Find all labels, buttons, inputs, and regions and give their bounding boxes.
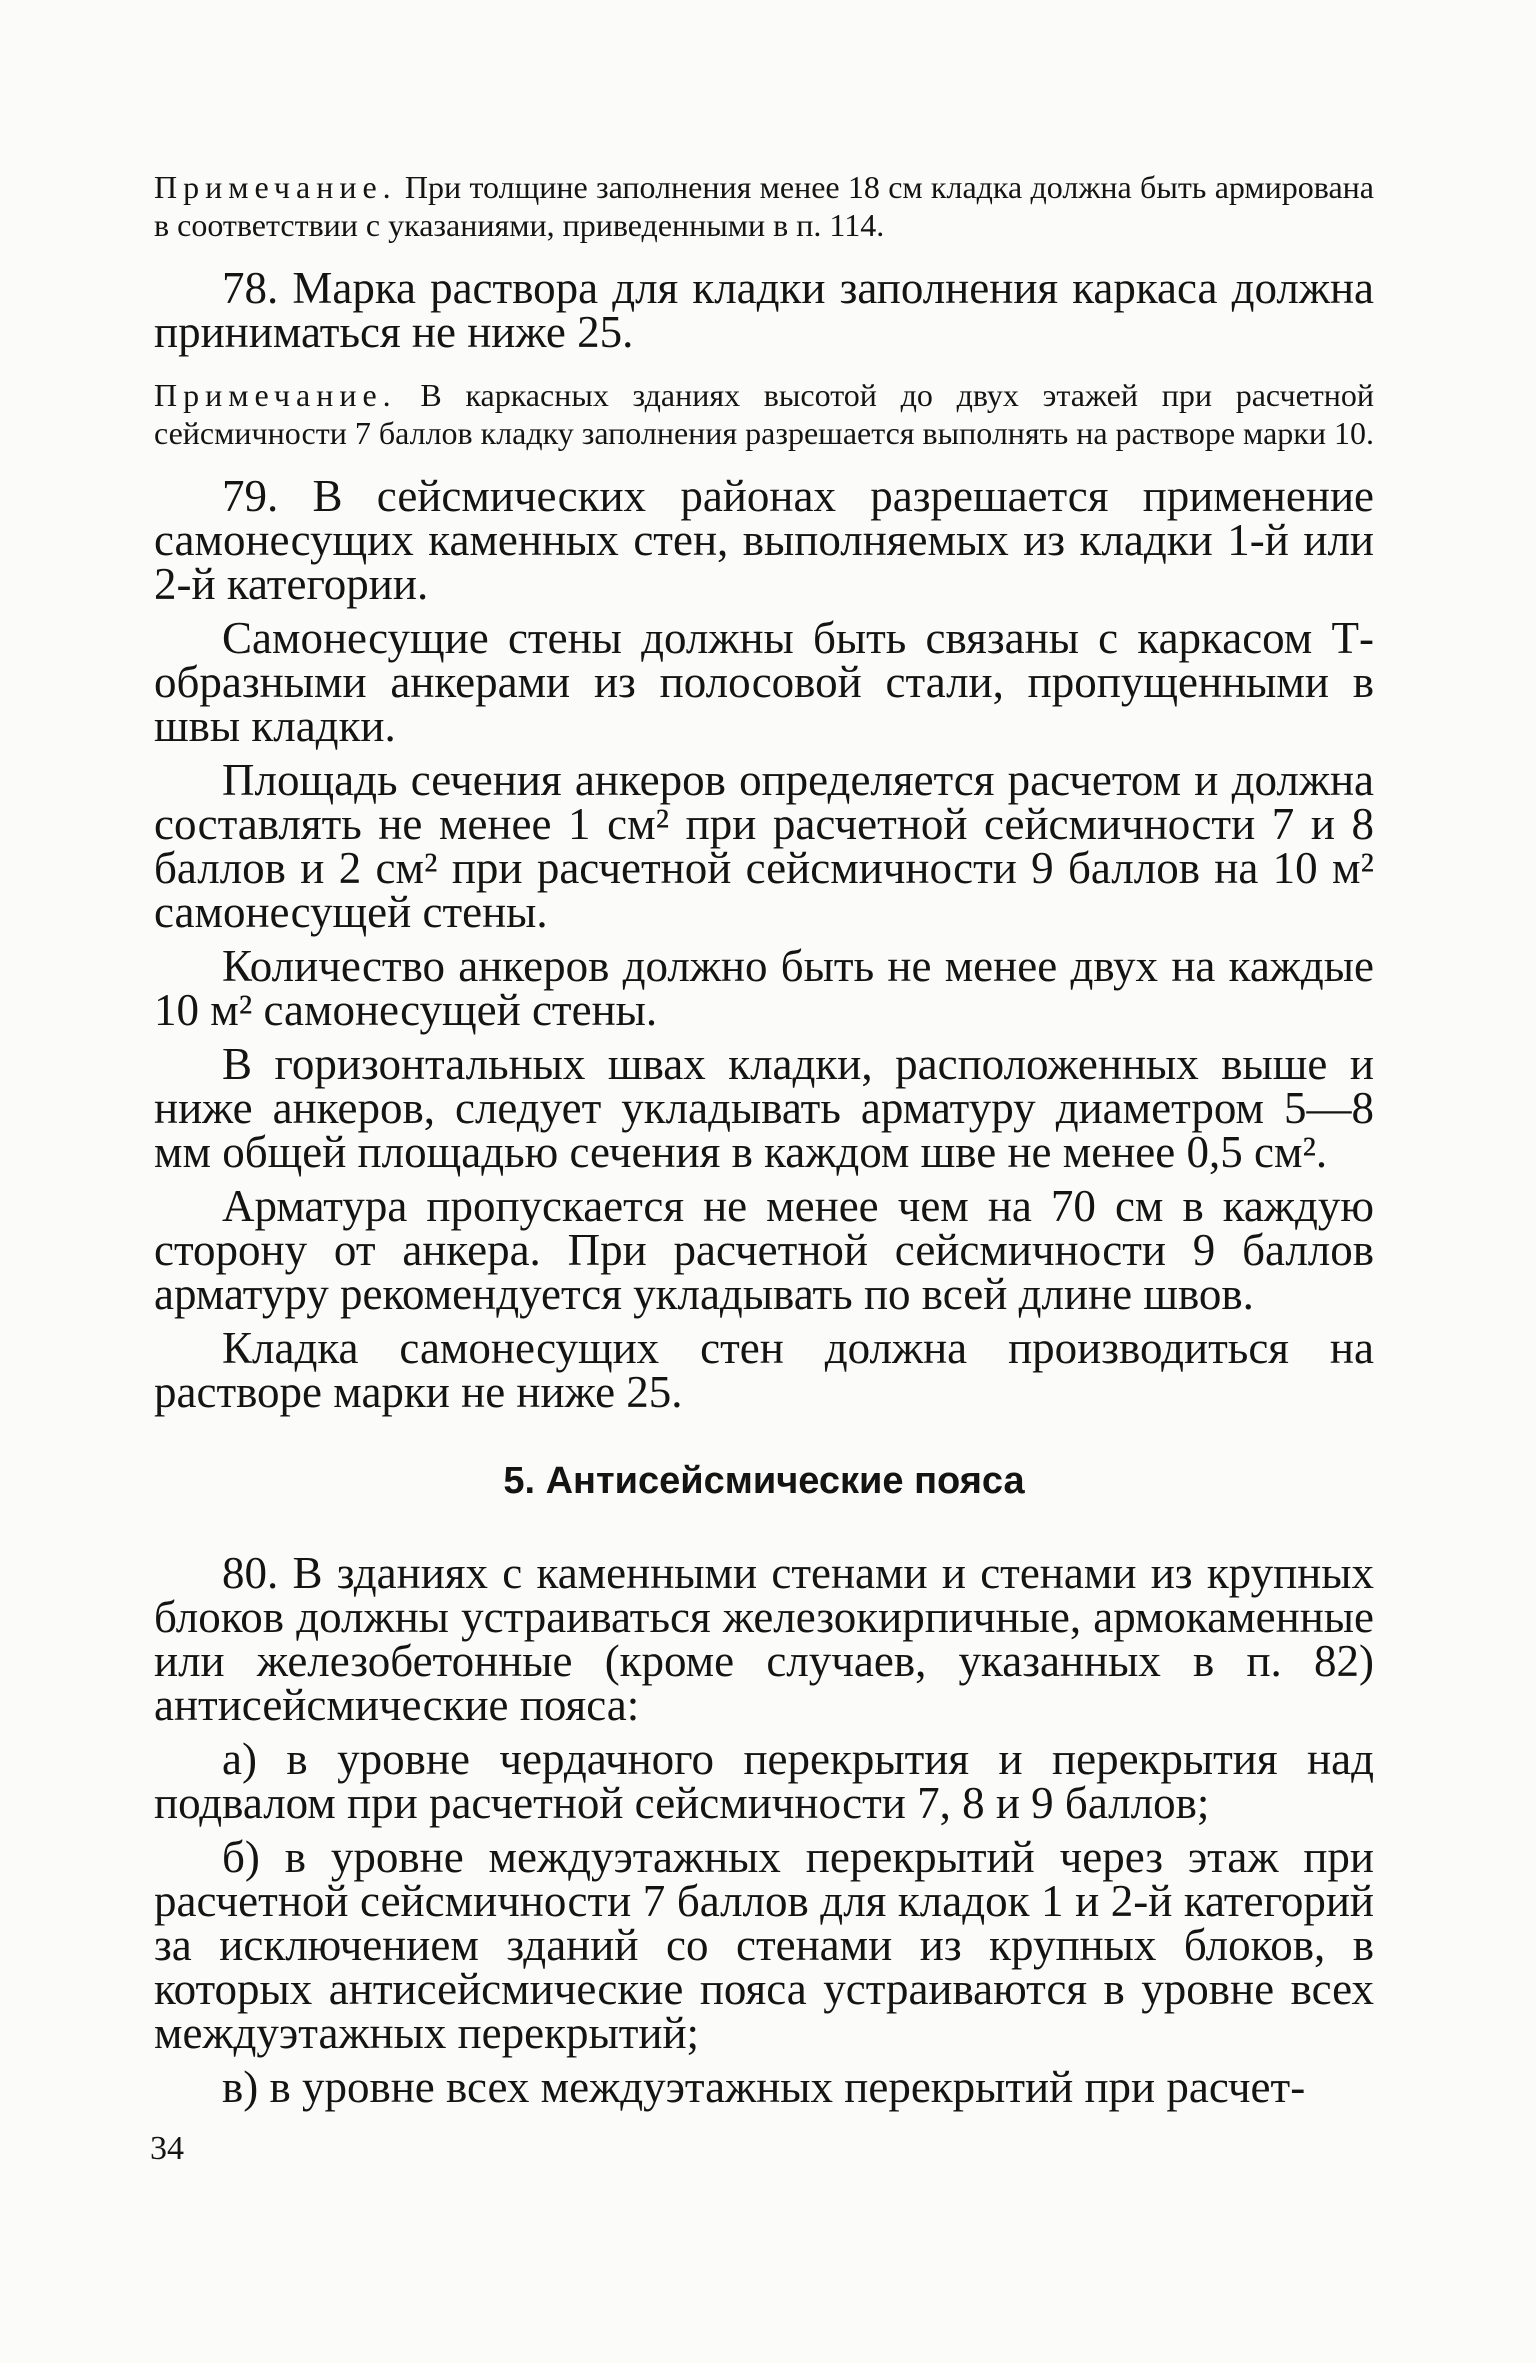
paragraph-79: 79. В сейсмических районах разрешается применение самонесущих каменных стен, выполняемых из кладки 1-й или 2-й категории.	[154, 471, 1374, 609]
paragraph-79-mortar: Кладка самонесущих стен должна производиться на растворе марки не ниже 25.	[154, 1323, 1374, 1417]
note-2-text: В каркасных зданиях высотой до двух этажей при расчетной сейсмичности 7 баллов кладку заполнения разрешается выполнять на растворе марки 10.	[154, 377, 1374, 451]
note-1	[154, 168, 1374, 244]
paragraph-80-item-b: б) в уровне междуэтажных перекрытий через этаж при расчетной сейсмичности 7 баллов для кладок 1 и 2-й категорий за исключением зданий со стенами из крупных блоков, в которых антисейсмические пояса устраиваются в уровне всех междуэтажных перекрытий;	[154, 1832, 1374, 2058]
paragraph-79-reinforcement-length: Арматура пропускается не менее чем на 70 см в каждую сторону от анкера. При расчетной сейсмичности 9 баллов арматуру рекомендуется укладывать по всей длине швов.	[154, 1181, 1374, 1319]
note-1-label: Примечание.	[154, 169, 397, 205]
page-number: 34	[150, 2130, 184, 2167]
paragraph-79-anchor-count: Количество анкеров должно быть не менее двух на каждые 10 м² самонесущей стены.	[154, 941, 1374, 1035]
note-1-text: При толщине заполнения менее 18 см кладка должна быть армирована в соответствии с указаниями, приведенными в п. 114.	[154, 169, 1374, 243]
paragraph-79-anchors: Самонесущие стены должны быть связаны с каркасом Т-образными анкерами из полосовой стали, пропущенными в швы кладки.	[154, 613, 1374, 751]
paragraph-78: 78. Марка раствора для кладки заполнения каркаса должна приниматься не ниже 25.	[154, 263, 1374, 357]
note-2	[154, 376, 1374, 452]
paragraph-80-item-v: в) в уровне всех междуэтажных перекрытий при расчет-	[222, 2062, 1306, 2112]
paragraph-79-anchor-area: Площадь сечения анкеров определяется расчетом и должна составлять не менее 1 см² при расчетной сейсмичности 7 и 8 баллов и 2 см² при расчетной сейсмичности 9 баллов на 10 м² самонесущей стены.	[154, 755, 1374, 937]
paragraph-80: 80. В зданиях с каменными стенами и стенами из крупных блоков должны устраиваться железокирпичные, армокаменные или железобетонные (кроме случаев, указанных в п. 82) антисейсмические пояса:	[154, 1548, 1374, 1730]
section-heading: 5. Антисейсмические пояса	[503, 1460, 1025, 1502]
paragraph-80-item-a: а) в уровне чердачного перекрытия и перекрытия над подвалом при расчетной сейсмичности 7, 8 и 9 баллов;	[154, 1734, 1374, 1828]
paragraph-79-reinforcement: В горизонтальных швах кладки, расположенных выше и ниже анкеров, следует укладывать арматуру диаметром 5—8 мм общей площадью сечения в каждом шве не менее 0,5 см².	[154, 1039, 1374, 1177]
page-content	[154, 168, 1374, 2112]
note-2-label: Примечание.	[154, 377, 397, 413]
